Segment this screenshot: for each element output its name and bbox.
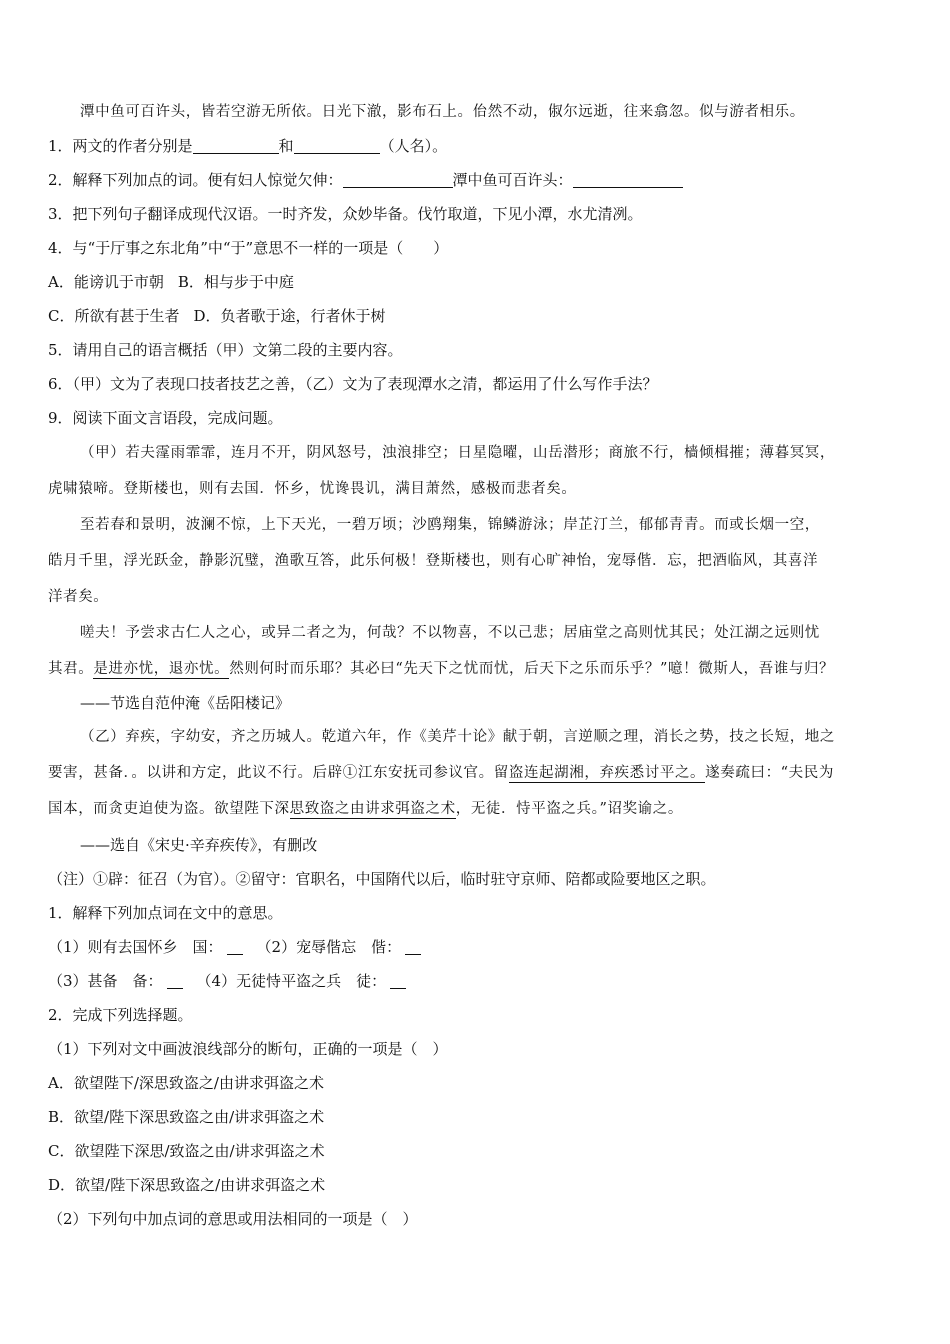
option-a[interactable]: A．能谤讥于市朝	[48, 273, 164, 291]
underlined-phrase: 是进亦忧，退亦忧。	[93, 661, 230, 677]
passage-yi-line: （乙）弃疾，字幼安，齐之历城人。乾道六年，作《美芹十论》献于朝，言逆顺之理，消长之势，技之长短，地之	[80, 729, 835, 745]
question-2: 2．解释下列加点的词。便有妇人惊觉欠伸： 潭中鱼可百许头：	[48, 163, 910, 197]
question-4-options-ab	[48, 265, 910, 299]
passage-jia-line: 至若春和景明，波澜不惊，上下天光，一碧万顷；沙鸥翔集，锦鳞游泳；岸芷汀兰，郁郁青青。而或长烟一空，	[80, 517, 820, 533]
answer-blank[interactable]	[390, 970, 406, 989]
sub-question-1: 1．解释下列加点词在文中的意思。	[48, 904, 283, 922]
answer-blank[interactable]	[193, 135, 279, 154]
answer-blank[interactable]	[294, 135, 380, 154]
sub-question-1-row2: （3）甚备 备： （4）无徒恃平盗之兵 徒：	[48, 964, 910, 998]
passage-jia-line: 洋者矣。	[48, 589, 109, 605]
question-3: 3．把下列句子翻译成现代汉语。一时齐发，众妙毕备。伐竹取道，下见小潭，水尤清冽。	[48, 205, 643, 223]
passage-jia-source: ——节选自范仲淹《岳阳楼记》	[80, 694, 291, 712]
sub-question-2: 2．完成下列选择题。	[48, 1006, 193, 1024]
option-b[interactable]: B．相与步于中庭	[177, 273, 294, 291]
passage-jia-line: 其君。是进亦忧，退亦忧。然则何时而乐耶？其必曰“先天下之忧而忧，后天下之乐而乐乎？”噫！微斯人，吾谁与归？	[48, 661, 835, 677]
question-4: 4．与“于厅事之东北角”中“于”意思不一样的一项是（ ）	[48, 239, 449, 257]
sub-question-2-1: （1）下列对文中画波浪线部分的断句，正确的一项是（ ）	[48, 1040, 448, 1058]
option-d[interactable]: D．欲望/陛下深思致盗之/由讲求弭盗之术	[48, 1176, 326, 1194]
underlined-phrase: 盗连起湖湘，弃疾悉讨平之。	[508, 765, 706, 781]
question-1: 1．两文的作者分别是 和 （人名）。	[48, 137, 448, 155]
annotation-note: （注）①辟：征召（为官）。②留守：官职名，中国隋代以后，临时驻守京师、陪都或险要地区之职。	[48, 870, 716, 888]
option-c[interactable]: C．所欲有甚于生者	[48, 307, 180, 325]
question-4-options-cd	[48, 299, 910, 333]
question-9: 9．阅读下面文言语段，完成问题。	[48, 409, 283, 427]
passage-yi-source: ——选自《宋史·辛弃疾传》，有删改	[80, 836, 318, 854]
passage-jia-line: （甲）若夫霪雨霏霏，连月不开，阴风怒号，浊浪排空；日星隐曜，山岳潜形；商旅不行，樯倾楫摧；薄暮冥冥，	[80, 445, 835, 461]
wavy-underlined-phrase: 思致盗之由讲求弭盗之术	[289, 801, 456, 817]
answer-blank[interactable]	[167, 970, 183, 989]
answer-blank[interactable]	[343, 169, 453, 188]
sub-question-1-row1: （1）则有去国怀乡 国： （2）宠辱偕忘 偕：	[48, 930, 910, 964]
question-5: 5．请用自己的语言概括（甲）文第二段的主要内容。	[48, 341, 403, 359]
answer-blank[interactable]	[573, 169, 683, 188]
passage-jia-line: 嗟夫！予尝求古仁人之心，或异二者之为，何哉？不以物喜，不以己悲；居庙堂之高则忧其民；处江湖之远则忧	[80, 625, 820, 641]
top-paragraph: 潭中鱼可百许头，皆若空游无所依。日光下澈，影布石上。佁然不动，俶尔远逝，往来翕忽。似与游者相乐。	[80, 104, 805, 120]
answer-blank[interactable]	[405, 936, 421, 955]
option-b[interactable]: B．欲望/陛下深思致盗之由/讲求弭盗之术	[48, 1108, 325, 1126]
option-c[interactable]: C．欲望陛下深思/致盗之由/讲求弭盗之术	[48, 1142, 325, 1160]
sub-question-2-2: （2）下列句中加点词的意思或用法相同的一项是（ ）	[48, 1210, 418, 1228]
option-a[interactable]: A．欲望陛下/深思致盗之/由讲求弭盗之术	[48, 1074, 324, 1092]
option-d[interactable]: D．负者歌于途，行者休于树	[193, 307, 386, 325]
answer-blank[interactable]	[227, 936, 243, 955]
question-6: 6．（甲）文为了表现口技者技艺之善，（乙）文为了表现潭水之清，都运用了什么写作手法？	[48, 375, 658, 393]
passage-yi-line: 要害，甚备．。以讲和方定，此议不行。后辟①江东安抚司参议官。留盗连起湖湘，弃疾悉讨平之。遂奏疏曰：“夫民为	[48, 765, 834, 781]
passage-jia-line: 皓月千里，浮光跃金，静影沉璧，渔歌互答，此乐何极！登斯楼也，则有心旷神怡，宠辱偕．忘，把酒临风，其喜洋	[48, 553, 819, 569]
passage-jia-line: 虎啸猿啼。登斯楼也，则有去国．怀乡，忧谗畏讥，满目萧然，感极而悲者矣。	[48, 481, 577, 497]
passage-yi-line: 国本，而贪吏迫使为盗。欲望陛下深思致盗之由讲求弭盗之术，无徒．恃平盗之兵。”诏奖谕之。	[48, 801, 683, 817]
